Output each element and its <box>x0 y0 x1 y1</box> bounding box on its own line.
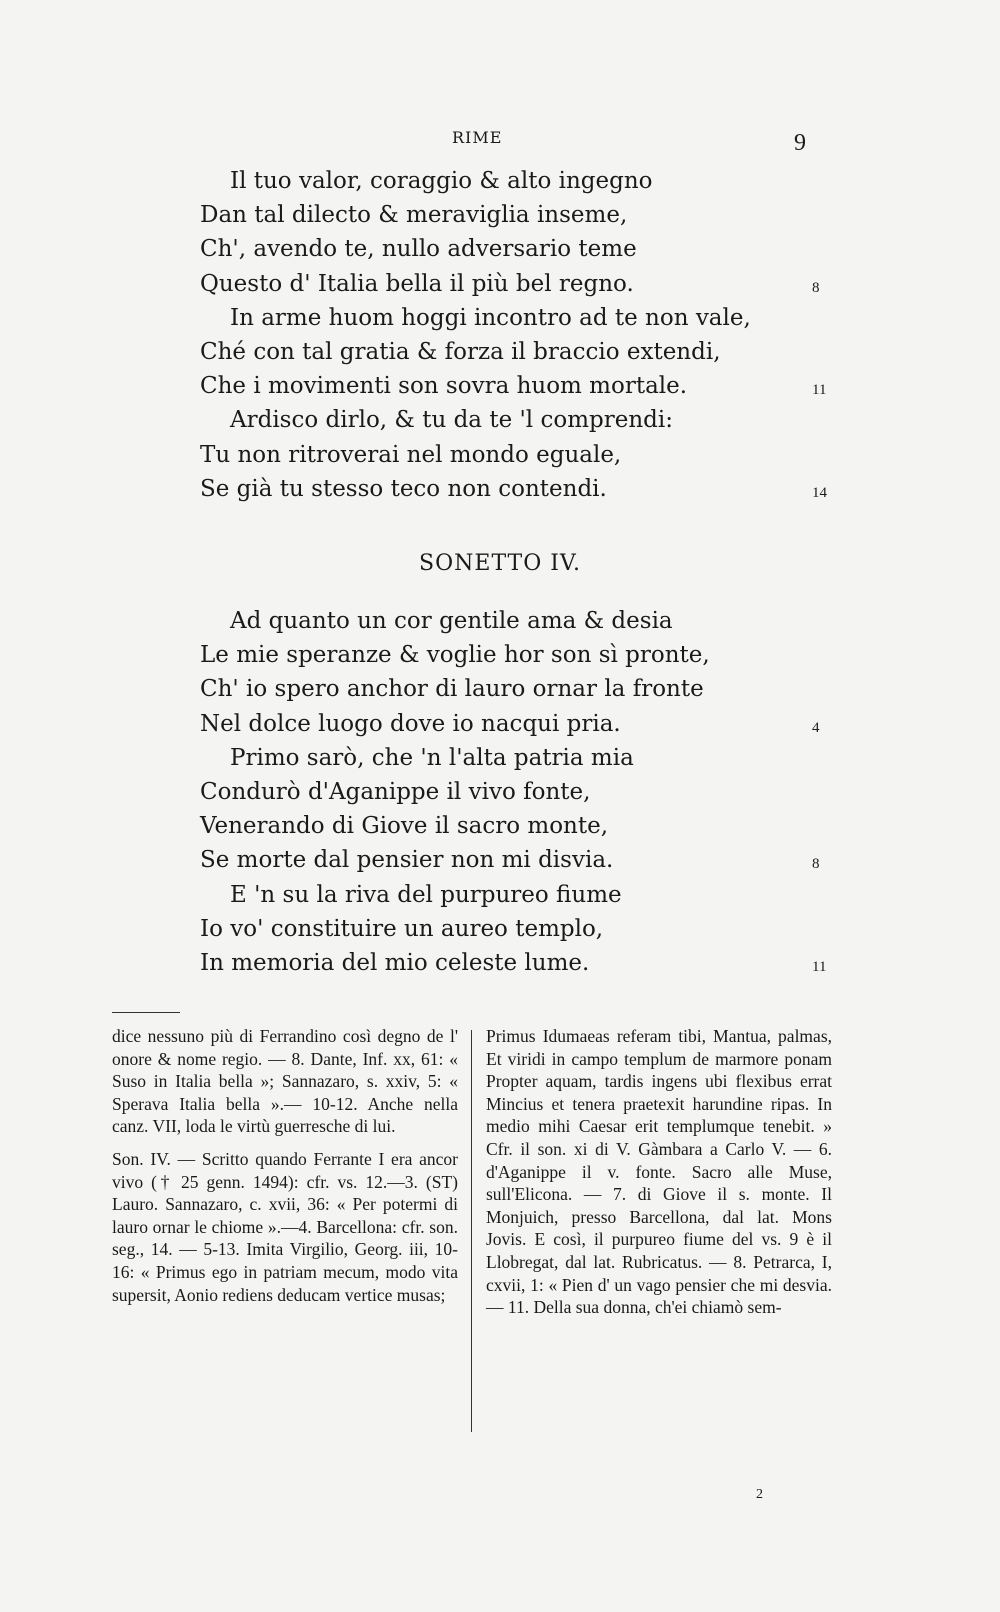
verse-line <box>200 775 840 809</box>
verse-text: Che i movimenti son sovra huom mortale. <box>200 373 688 400</box>
line-number: 11 <box>812 382 827 399</box>
footnote-paragraph: Primus Idumaeas referam tibi, Mantua, palmas, Et viridi in campo templum de marmore ponam Propter aquam, tardis ingens ubi flexibus errat Mincius et tenera praetexit harundine ripas. In medio mihi Caesar erit templumque tenebit. » Cfr. il son. xi di V. Gàmbara a Carlo V. — 6. d'Aganippe il v. fonte. Sacro alle Muse, sull'Elicona. — 7. di Giove il s. monte. Il Monjuich, presso Barcellona, dal lat. Mons Jovis. E così, il purpureo fiume del vs. 9 è il Llobregat, dal lat. Rubricatus. — 8. Petrarca, I, cxvii, 1: « Pien d' un vago pensier che mi desvia.— 11. Della sua donna, ch'ei chiamò sem- <box>486 1026 832 1318</box>
verse-line <box>200 267 840 301</box>
verse-text: Se morte dal pensier non mi disvia. <box>200 847 614 874</box>
verse-text: Le mie speranze & voglie hor son sì pronte, <box>200 642 710 669</box>
verse-line <box>200 335 840 369</box>
verse-line <box>200 301 840 335</box>
verse-text: Dan tal dilecto & meraviglia inseme, <box>200 202 628 229</box>
verse-line <box>200 472 840 506</box>
verse-line <box>200 232 840 266</box>
sonnet-iii-ending <box>200 164 840 506</box>
footnotes-left-column <box>112 1025 458 1306</box>
verse-text: Nel dolce luogo dove io nacqui pria. <box>200 710 621 737</box>
verse-line <box>200 672 840 706</box>
line-number: 14 <box>812 484 827 501</box>
verse-text: Condurò d'Aganippe il vivo fonte, <box>200 778 591 805</box>
verse-text: E 'n su la riva del purpureo fiume <box>230 881 622 908</box>
verse-line <box>200 369 840 403</box>
verse-text: Ché con tal gratia & forza il braccio extendi, <box>200 338 721 365</box>
footnotes-right-column <box>486 1025 832 1319</box>
line-number: 8 <box>812 856 820 873</box>
sonnet-iv <box>200 604 840 980</box>
verse-text: Io vo' constituire un aureo templo, <box>200 915 604 942</box>
verse-text: Ch', avendo te, nullo adversario teme <box>200 236 637 263</box>
verse-text: Ad quanto un cor gentile ama & desia <box>230 608 673 634</box>
footnote-paragraph: Son. IV. — Scritto quando Ferrante I era ancor vivo († 25 genn. 1494): cfr. vs. 12.—3. (ST) Lauro. Sannazaro, c. xvii, 36: « Per potermi di lauro ornar le chiome ».—4. Barcellona: cfr. son. seg., 14. — 5-13. Imita Virgilio, Georg. iii, 10-16: « Primus ego in patriam mecum, modo vita supersit, Aonio rediens deducam vertice musas; <box>112 1148 458 1305</box>
verse-line <box>200 843 840 877</box>
line-number: 4 <box>812 719 820 736</box>
running-head: RIME <box>452 128 503 147</box>
verse-line <box>200 403 840 437</box>
verse-text: Ch' io spero anchor di lauro ornar la fronte <box>200 676 704 703</box>
verse-line <box>200 164 840 198</box>
verse-line <box>200 741 840 775</box>
verse-text: Se già tu stesso teco non contendi. <box>200 475 607 502</box>
footnote-paragraph: dice nessuno più di Ferrandino così degno de l' onore & nome regio. — 8. Dante, Inf. xx, 61: « Suso in Italia bella »; Sannazaro, s. xxiv, 5: « Sperava Italia bella ».— 10-12. Anche nella canz. VII, loda le virtù guerresche di lui. <box>112 1026 458 1137</box>
verse-line <box>200 912 840 946</box>
line-number: 11 <box>812 958 827 975</box>
verse-line <box>200 809 840 843</box>
sonnet-title: SONETTO IV. <box>419 551 581 576</box>
footnote-rule <box>112 1012 180 1013</box>
verse-text: Primo sarò, che 'n l'alta patria mia <box>230 744 634 771</box>
verse-line <box>200 707 840 741</box>
verse-text: In arme huom hoggi incontro ad te non vale, <box>230 304 751 331</box>
verse-line <box>200 198 840 232</box>
signature-mark: 2 <box>756 1487 763 1502</box>
verse-line <box>200 438 840 472</box>
verse-line <box>200 638 840 672</box>
verse-text: Venerando di Giove il sacro monte, <box>200 813 609 840</box>
column-divider <box>471 1030 472 1432</box>
verse-text: Il tuo valor, coraggio & alto ingegno <box>230 168 653 194</box>
verse-text: Ardisco dirlo, & tu da te 'l comprendi: <box>230 407 673 434</box>
verse-line <box>200 604 840 638</box>
line-number: 8 <box>812 279 820 296</box>
verse-line <box>200 878 840 912</box>
verse-text: In memoria del mio celeste lume. <box>200 949 590 976</box>
verse-line <box>200 946 840 980</box>
verse-text: Tu non ritroverai nel mondo eguale, <box>200 441 622 468</box>
verse-text: Questo d' Italia bella il più bel regno. <box>200 270 634 297</box>
page-number: 9 <box>794 130 806 156</box>
